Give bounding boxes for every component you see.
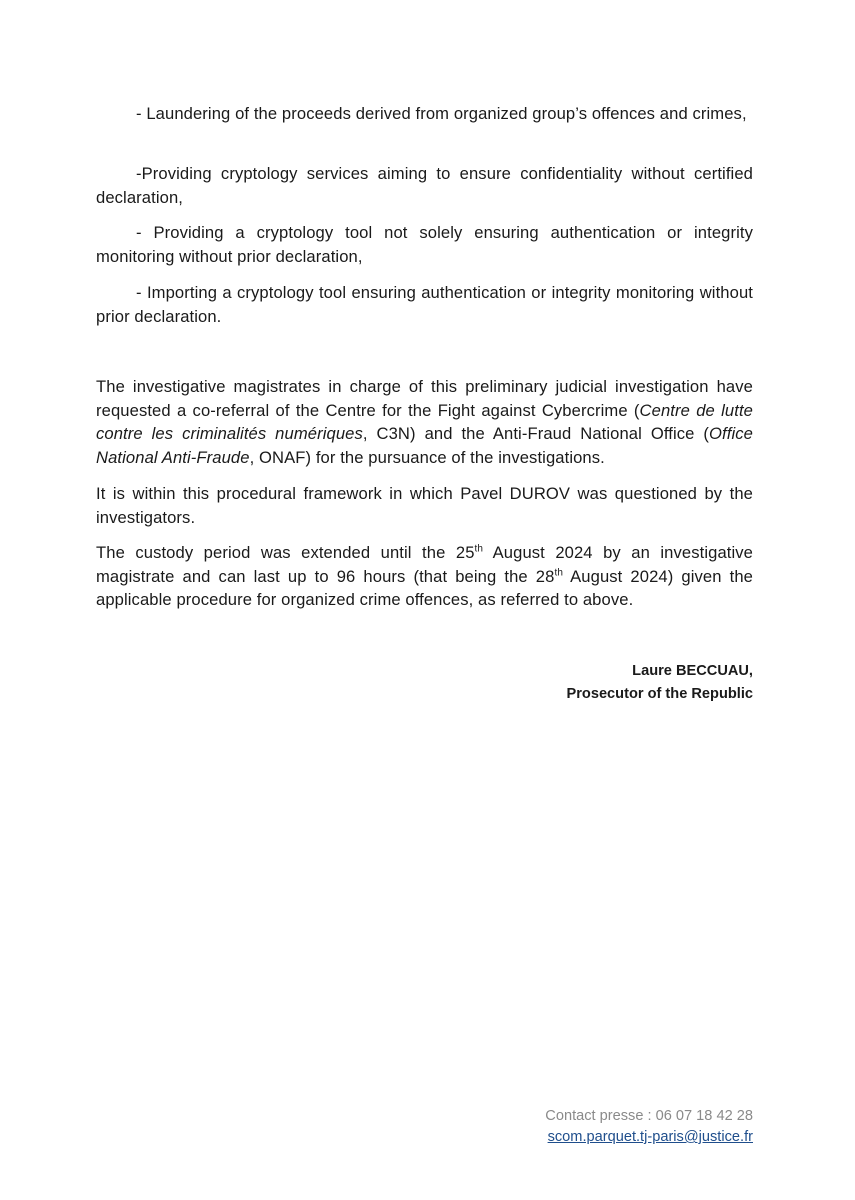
co-referral-text-1: The investigative magistrates in charge of this preliminary judicial investigation have requested a co-referral of the Centre for the Fight against Cybercrime ( <box>96 377 753 420</box>
press-contact-phone: Contact presse : 06 07 18 42 28 <box>545 1108 753 1124</box>
signature-block <box>567 660 754 706</box>
custody-text-1: The custody period was extended until the 25 <box>96 543 475 562</box>
paragraph-co-referral <box>96 375 753 469</box>
onaf-french-name: Office National Anti-Fraude <box>96 424 753 467</box>
press-contact-email-link[interactable]: scom.parquet.tj-paris@justice.fr <box>547 1129 753 1145</box>
custody-text-3: August 2024) given the applicable procedure for organized crime offences, as referred to above. <box>96 566 753 609</box>
signatory-title: Prosecutor of the Republic <box>566 686 753 702</box>
bullet-laundering: - Laundering of the proceeds derived from organized group’s offences and crimes, <box>136 104 747 123</box>
bullet-cryptology-tool-provision: - Providing a cryptology tool not solely ensuring authentication or integrity monitoring without prior declaration, <box>96 223 753 266</box>
co-referral-text-2: , C3N) and the Anti-Fraud National Office ( <box>362 424 710 443</box>
custody-superscript-1: th <box>474 543 484 555</box>
custody-text-2: August 2024 by an investigative magistrate and can last up to 96 hours (that being the 28 <box>96 543 753 586</box>
paragraph-custody <box>96 541 753 612</box>
press-contact <box>545 1106 753 1148</box>
custody-superscript-2: th <box>554 566 563 578</box>
c3n-french-name: Centre de lutte contre les criminalités numériques <box>96 400 754 443</box>
paragraph-framework: It is within this procedural framework in which Pavel DUROV was questioned by the investigators. <box>96 484 753 527</box>
signatory-name: Laure BECCUAU, <box>632 663 753 679</box>
co-referral-text-3: , ONAF) for the pursuance of the investigations. <box>249 447 605 467</box>
bullet-cryptology-services: -Providing cryptology services aiming to ensure confidentiality without certified declaration, <box>96 164 753 207</box>
bullet-cryptology-tool-import: - Importing a cryptology tool ensuring authentication or integrity monitoring without prior declaration. <box>96 283 753 326</box>
